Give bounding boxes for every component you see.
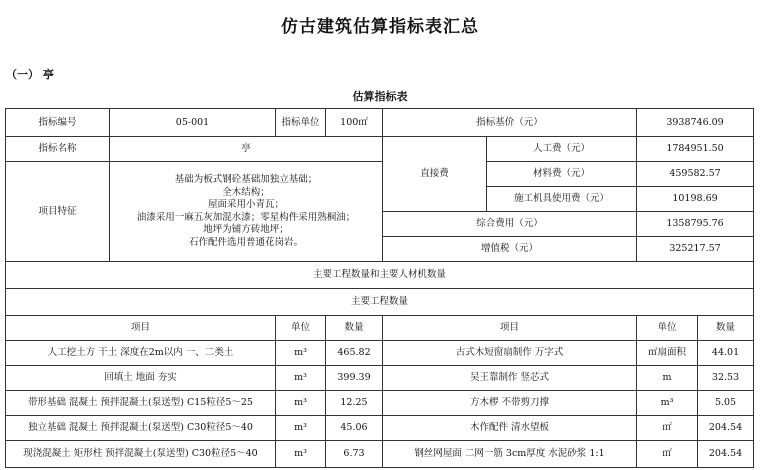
row-qty-right: 5.05 <box>698 391 754 416</box>
table-row <box>6 341 754 366</box>
labor-value: 1784951.50 <box>637 137 754 162</box>
row-item-left: 现浇混凝土 矩形柱 预拌混凝土(泵送型) C30粒径5～40 <box>6 441 276 468</box>
row-item-left: 独立基础 混凝土 预拌混凝土(泵送型) C30粒径5～40 <box>6 416 276 441</box>
overall-label: 综合费用（元） <box>383 212 637 237</box>
base-price-label: 指标基价（元） <box>383 109 637 137</box>
code-value: 05-001 <box>110 109 276 137</box>
row-qty-left: 465.82 <box>326 341 383 366</box>
row-unit-left: m³ <box>276 416 326 441</box>
row-item-right: 方木椤 不带剪刀撑 <box>383 391 637 416</box>
estimate-index-table <box>5 108 754 468</box>
row-unit-right: ㎡ <box>637 441 698 468</box>
base-price-value: 3938746.09 <box>637 109 754 137</box>
table-row <box>6 441 754 468</box>
row-item-right: 吴王靠制作 竖芯式 <box>383 366 637 391</box>
feature-line: 基础为板式钢砼基础加独立基础； <box>174 174 318 185</box>
name-value: 亭 <box>110 137 383 162</box>
row-qty-right: 204.54 <box>698 416 754 441</box>
banner-sub: 主要工程数量 <box>6 289 754 316</box>
col-item-right: 项目 <box>383 316 637 341</box>
row-unit-right: m³ <box>637 391 698 416</box>
row-unit-right: ㎡扇面积 <box>637 341 698 366</box>
feature-line: 地坪为铺方砖地坪； <box>203 224 289 235</box>
row-unit-left: m³ <box>276 391 326 416</box>
row-item-left: 带形基础 混凝土 预拌混凝土(泵送型) C15粒径5～25 <box>6 391 276 416</box>
table-row <box>6 416 754 441</box>
labor-label: 人工费（元） <box>487 137 637 162</box>
row-qty-left: 6.73 <box>326 441 383 468</box>
feature-label: 项目特征 <box>6 162 110 262</box>
feature-line: 屋面采用小青瓦； <box>207 199 284 210</box>
unit-value: 100㎡ <box>326 109 383 137</box>
overall-value: 1358795.76 <box>637 212 754 237</box>
row-item-right: 古式木短窗扇制作 万字式 <box>383 341 637 366</box>
feature-text <box>110 162 383 262</box>
row-qty-right: 32.53 <box>698 366 754 391</box>
material-label: 材料费（元） <box>487 162 637 187</box>
row-item-right: 木作配件 清水望板 <box>383 416 637 441</box>
code-label: 指标编号 <box>6 109 110 137</box>
page-title: 仿古建筑估算指标表汇总 <box>281 17 479 37</box>
row-qty-right: 204.54 <box>698 441 754 468</box>
feature-line: 油漆采用一麻五灰加混水漆；零星构件采用熟桐油； <box>136 211 356 223</box>
section-label: （一） 亭 <box>6 68 54 81</box>
row-unit-left: m³ <box>276 341 326 366</box>
banner-row-sub <box>6 289 754 316</box>
header-row-name <box>6 137 754 162</box>
row-unit-left: m³ <box>276 366 326 391</box>
row-item-right: 钢丝网屋面 二网一筋 3cm厚度 水泥砂浆 1:1 <box>383 441 637 468</box>
col-unit-right: 单位 <box>637 316 698 341</box>
machine-label: 施工机具使用费（元） <box>487 187 637 212</box>
vat-label: 增值税（元） <box>383 237 637 262</box>
col-item-left: 项目 <box>6 316 276 341</box>
unit-label: 指标单位 <box>276 109 326 137</box>
vat-value: 325217.57 <box>637 237 754 262</box>
machine-value: 10198.69 <box>637 187 754 212</box>
direct-cost-label: 直接费 <box>383 137 487 212</box>
row-qty-right: 44.01 <box>698 341 754 366</box>
row-qty-left: 12.25 <box>326 391 383 416</box>
row-unit-right: ㎡ <box>637 416 698 441</box>
col-unit-left: 单位 <box>276 316 326 341</box>
col-qty-right: 数量 <box>698 316 754 341</box>
material-value: 459582.57 <box>637 162 754 187</box>
column-header-row <box>6 316 754 341</box>
table-row <box>6 366 754 391</box>
col-qty-left: 数量 <box>326 316 383 341</box>
table-row <box>6 391 754 416</box>
table-caption: 估算指标表 <box>352 90 408 103</box>
row-unit-left: m³ <box>276 441 326 468</box>
name-label: 指标名称 <box>6 137 110 162</box>
feature-line: 全木结构； <box>222 186 270 198</box>
banner-main: 主要工程数量和主要人材机数量 <box>6 262 754 289</box>
row-item-left: 人工挖土方 干土 深度在2m以内 一、二类土 <box>6 341 276 366</box>
banner-row-main <box>6 262 754 289</box>
row-item-left: 回填土 地面 夯实 <box>6 366 276 391</box>
row-qty-left: 399.39 <box>326 366 383 391</box>
header-row-material <box>6 162 754 187</box>
header-row-code <box>6 109 754 137</box>
feature-line: 石作配件选用普通花岗岩。 <box>188 236 303 248</box>
row-unit-right: m <box>637 366 698 391</box>
row-qty-left: 45.06 <box>326 416 383 441</box>
